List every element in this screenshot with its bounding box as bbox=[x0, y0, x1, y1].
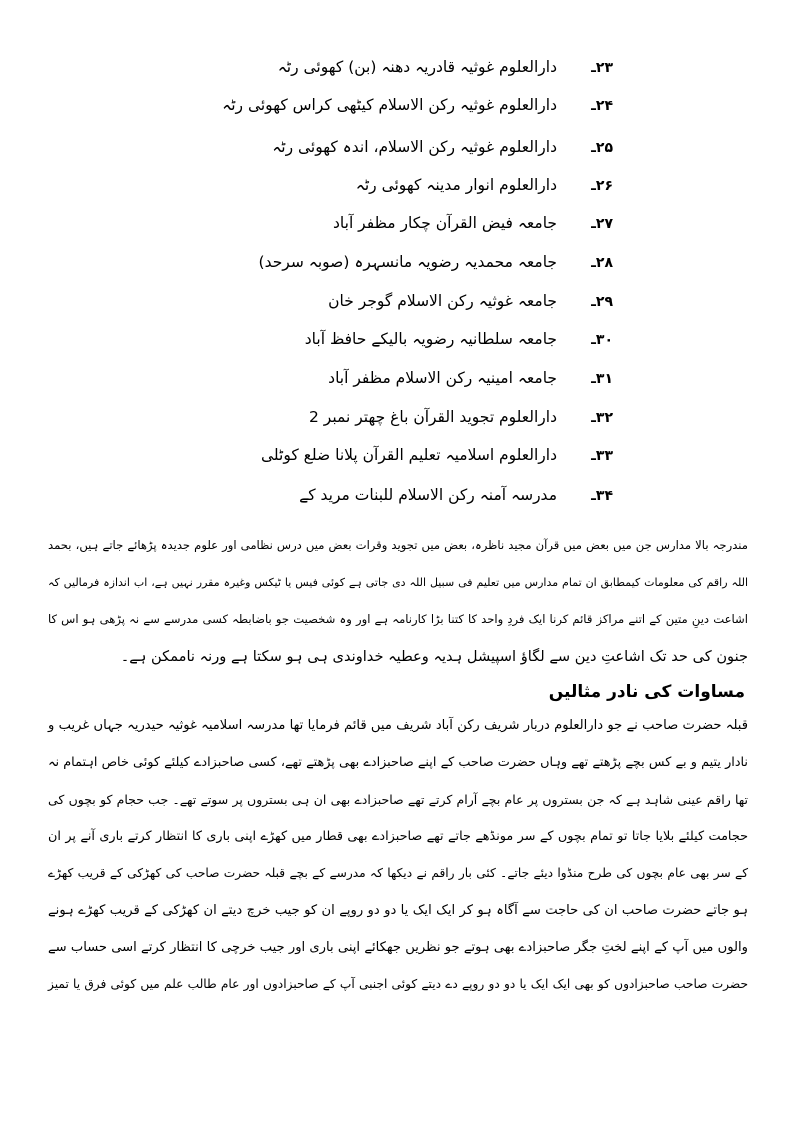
list-item-name: دارالعلوم انوار مدینہ کھوئی رٹہ bbox=[355, 176, 557, 194]
list-item-name: دارالعلوم غوثیہ رکن الاسلام کیٹھی کراس کھوئی رٹہ bbox=[222, 96, 557, 114]
list-item-name: دارالعلوم تجوید القرآن باغ چھتر نمبر 2 bbox=[308, 408, 557, 426]
list-item bbox=[278, 58, 613, 76]
list-item bbox=[328, 292, 613, 310]
list-item-number: ۳۴ـ bbox=[591, 488, 613, 504]
list-item bbox=[222, 96, 613, 114]
list-item bbox=[299, 486, 613, 504]
paragraph-line: قبلہ حضرت صاحب نے جو دارالعلوم دربار شریف رکن آباد شریف میں قائم فرمایا تھا مدرسہ اسلامیہ غوثیہ حیدریہ جہاں غریب و bbox=[48, 718, 748, 733]
list-item-name: دارالعلوم غوثیہ قادریہ دھنہ (بن) کھوئی رٹہ bbox=[277, 58, 557, 76]
list-item-name: دارالعلوم اسلامیہ تعلیم القرآن پلانا ضلع کوٹلی bbox=[260, 446, 557, 464]
list-item-number: ۲۴ـ bbox=[591, 98, 613, 114]
list-item bbox=[356, 176, 613, 194]
paragraph-madaris-summary bbox=[48, 527, 748, 675]
paragraph-line: جنون کی حد تک اشاعتِ دین سے لگاؤ اسپیشل ہدیہ وعطیہ خداوندی ہی ہو سکتا ہے ورنہ ناممکن ہے۔ bbox=[120, 648, 748, 665]
list-item bbox=[333, 214, 613, 232]
list-item-number: ۲۵ـ bbox=[591, 140, 613, 156]
list-item-number: ۳۲ـ bbox=[591, 410, 613, 426]
list-item bbox=[309, 408, 613, 426]
paragraph-line: کے سر بھی عام بچوں کی طرح منڈوا دیئے جاتے۔ کئی بار راقم نے دیکھا کہ مدرسے کے بچے قبلہ حضرت صاحب کی کھڑکی کے قریب کھڑے bbox=[48, 866, 748, 880]
list-item-name: جامعہ غوثیہ رکن الاسلام گوجر خان bbox=[328, 292, 557, 310]
paragraph-equality-examples bbox=[48, 707, 748, 1003]
list-item bbox=[305, 330, 613, 348]
list-item bbox=[259, 253, 613, 271]
paragraph-line: حجامت کیلئے بلایا جاتا تو تمام بچوں کے سر مونڈھے جاتے تھے صاحبزادے بھی قطار میں کھڑے اپنی باری کا انتظار کرتے باری آنے پر ان bbox=[48, 829, 748, 844]
list-item-name: مدرسہ آمنہ رکن الاسلام للبنات مرید کے bbox=[299, 486, 557, 504]
paragraph-line: اللہ راقم کی معلومات کیمطابق ان تمام مدارس میں تعلیم فی سبیل اللہ دی جاتی ہے کوئی فیس یا ٹیکس وغیرہ مقرر نہیں ہے، اب اندازہ فرمالیں کہ bbox=[48, 576, 748, 589]
paragraph-line: حضرت صاحب صاحبزادوں کو بھی ایک ایک یا دو دو روپے دے دیتے کوئی اجنبی آپ کے صاحبزادوں اور عام طالب علم میں کوئی فرق یا تمیز bbox=[48, 977, 748, 991]
list-item-number: ۲۸ـ bbox=[591, 255, 613, 271]
list-item-number: ۲۳ـ bbox=[591, 60, 613, 76]
list-item-number: ۲۷ـ bbox=[591, 216, 613, 232]
paragraph-line: تھا راقم عینی شاہد ہے کہ جن بستروں پر عام بچے آرام کرتے تھے صاحبزادے بھی ان ہی بستروں پر سوتے تھے۔ جب حجام کو بچوں کی bbox=[48, 792, 748, 807]
list-item-name: جامعہ محمدیہ رضویہ مانسہرہ (صوبہ سرحد) bbox=[258, 253, 557, 271]
paragraph-line: والوں میں آپ کے اپنے لختِ جگر صاحبزادے بھی ہوتے جو نظریں جھکائے اپنی باری اور جیب خرچی کا انتظار کرتے اسی حساب سے bbox=[48, 940, 748, 955]
list-item-number: ۳۱ـ bbox=[591, 371, 613, 387]
paragraph-line: ہو جاتے حضرت صاحب ان کی حاجت سے آگاہ ہو کر ایک ایک یا دو دو روپے ان کو جیب خرچ دیتے ان کھڑکی کے قریب کھڑے ہونے bbox=[48, 903, 748, 918]
list-item-number: ۲۶ـ bbox=[591, 178, 613, 194]
section-heading: مساوات کی نادر مثالیں bbox=[548, 682, 745, 702]
paragraph-line: مندرجہ بالا مدارس جن میں بعض میں قرآن مجید ناظرہ، بعض میں تجوید وقرات بعض میں درس نظامی اور علوم جدیدہ پڑھائے جاتے ہیں، بحمد bbox=[48, 538, 748, 552]
list-item bbox=[261, 446, 613, 464]
list-item-number: ۳۰ـ bbox=[591, 332, 613, 348]
list-item-name: دارالعلوم غوثیہ رکن الاسلام، اندہ کھوئی رٹہ bbox=[272, 138, 557, 156]
paragraph-line: نادار یتیم و بے کس بچے پڑھتے تھے وہاں حضرت صاحب کے اپنے صاحبزادے بھی پڑھتے تھے، کسی صاحبزادے کیلئے کوئی خاص اہتمام نہ bbox=[48, 755, 748, 770]
list-item-number: ۲۹ـ bbox=[591, 294, 613, 310]
list-item-name: جامعہ سلطانیہ رضویہ بالیکے حافظ آباد bbox=[304, 330, 557, 348]
list-item-name: جامعہ فیض القرآن چکار مظفر آباد bbox=[333, 214, 557, 232]
list-item bbox=[272, 138, 613, 156]
list-item bbox=[328, 369, 613, 387]
paragraph-line: اشاعت دینِ متین کے اتنے مراکز قائم کرنا ایک فردِ واحد کا کتنا بڑا کارنامہ ہے اور وہ شخصیت جو باضابطہ کسی مدرسے سے نہ پڑھی ہو اس کا bbox=[48, 612, 748, 626]
list-item-number: ۳۳ـ bbox=[591, 448, 613, 464]
list-item-name: جامعہ امینیہ رکن الاسلام مظفر آباد bbox=[328, 369, 557, 387]
